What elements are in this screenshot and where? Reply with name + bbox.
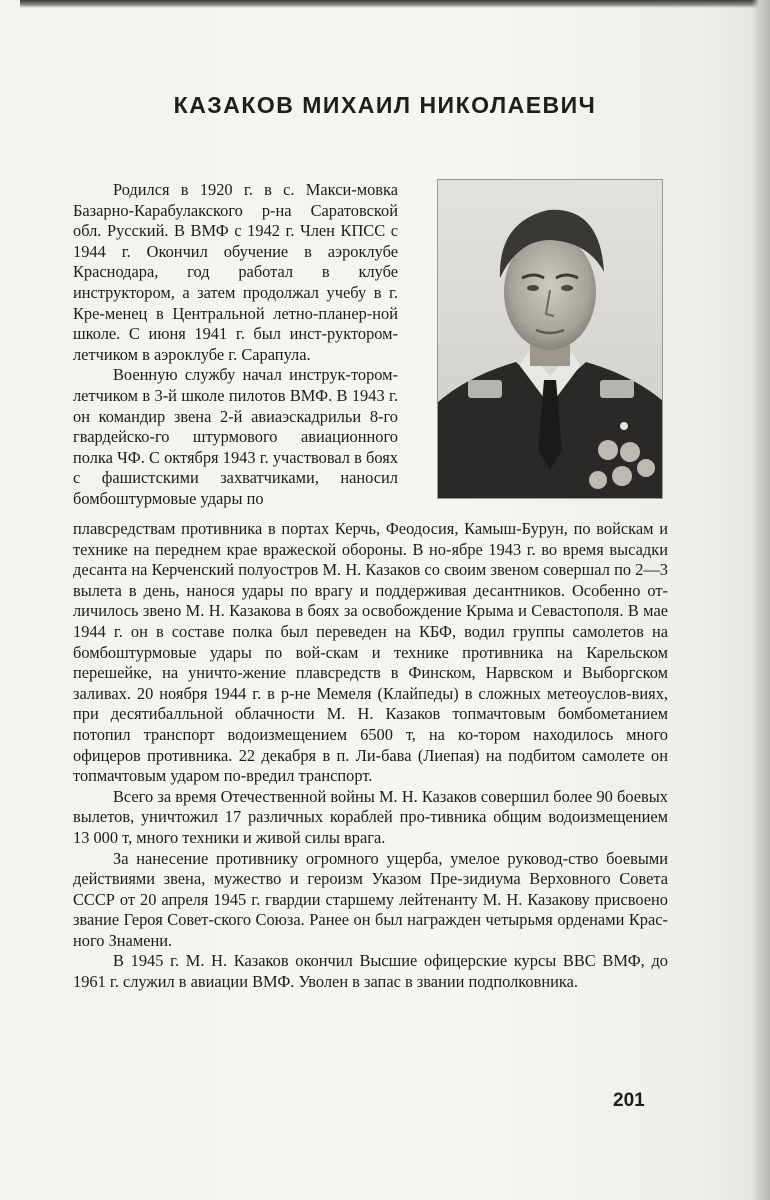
paragraph-war-summary: Всего за время Отечественной войны М. Н. Казаков совершил более 90 боевых вылетов, уничтожил 17 различных кораблей про-тивника общим водоизмещением 13 000 т, много техники и живой силы врага. <box>73 786 668 847</box>
paragraph-award: За нанесение противнику огромного ущерба, умелое руковод-ство боевыми действиями звена, мужество и героизм Указом Пре-зидиума Верховного Совета СССР от 20 апреля 1945 г. гвардии старшему лейтенанту М. Н. Казакову присвоено звание Героя Совет-ского Союза. Ранее он был награжден четырьмя орденами Крас-ного Знамени. <box>73 848 668 950</box>
page-number: 201 <box>613 1090 645 1111</box>
page-top-shadow <box>20 0 770 8</box>
paragraph-postwar: В 1945 г. М. Н. Казаков окончил Высшие офицерские курсы ВВС ВМФ, до 1961 г. служил в авиации ВМФ. Уволен в запас в звании подполковника. <box>73 951 668 992</box>
page-right-edge <box>752 0 770 1200</box>
narrow-text-column <box>73 180 398 510</box>
wide-text-column <box>73 519 668 993</box>
portrait-illustration <box>438 180 663 499</box>
portrait-photo <box>437 179 663 499</box>
paragraph-service-start: Военную службу начал инструк-тором-летчиком в 3-й школе пилотов ВМФ. В 1943 г. он командир звена 2-й авиаэскадрильи 8-го гвардейско-го штурмового авиационного полка ЧФ. С октября 1943 г. участвовал в боях с фашистскими захватчиками, наносил бомбоштурмовые удары по <box>73 365 398 508</box>
paragraph-birth: Родился в 1920 г. в с. Макси-мовка Базарно-Карабулакского р-на Саратовской обл. Русский. В ВМФ с 1942 г. Член КПСС с 1944 г. Окончил обучение в аэроклубе Краснодара, год работал в клубе инструктором, а затем продолжал учебу в г. Кре-менец в Центральной летно-планер-ной школе. С июня 1941 г. был инст-руктором-летчиком в аэроклубе г. Сарапула. <box>73 180 398 364</box>
page-title: КАЗАКОВ МИХАИЛ НИКОЛАЕВИЧ <box>173 92 597 118</box>
paragraph-service-continued: плавсредствам противника в портах Керчь, Феодосия, Камыш-Бурун, по войскам и технике на переднем крае вражеской обороны. В но-ябре 1943 г. во время высадки десанта на Керченский полуостров М. Н. Казаков со своим звеном совершал по 2—3 вылета в день, нанося удары по врагу и поддерживая десантников. Особенно от-личилось звено М. Н. Казакова в боях за освобождение Крыма и Севастополя. В мае 1944 г. он в составе полка был переведен на КБФ, водил группы самолетов на бомбоштурмовые удары по вой-скам и технике противника на Карельском перешейке, на уничто-жение плавсредств в Финском, Нарвском и Выборгском заливах. 20 ноября 1944 г. в р-не Мемеля (Клайпеды) в сложных метеоуслов-виях, при десятибалльной облачности М. Н. Казаков топмачтовым бомбометанием потопил транспорт водоизмещением 6500 т, на ко-тором находилось много офицеров противника. 22 декабря в п. Ли-бава (Лиепая) на подбитом самолете он топмачтовым ударом по-вредил транспорт. <box>73 519 668 786</box>
